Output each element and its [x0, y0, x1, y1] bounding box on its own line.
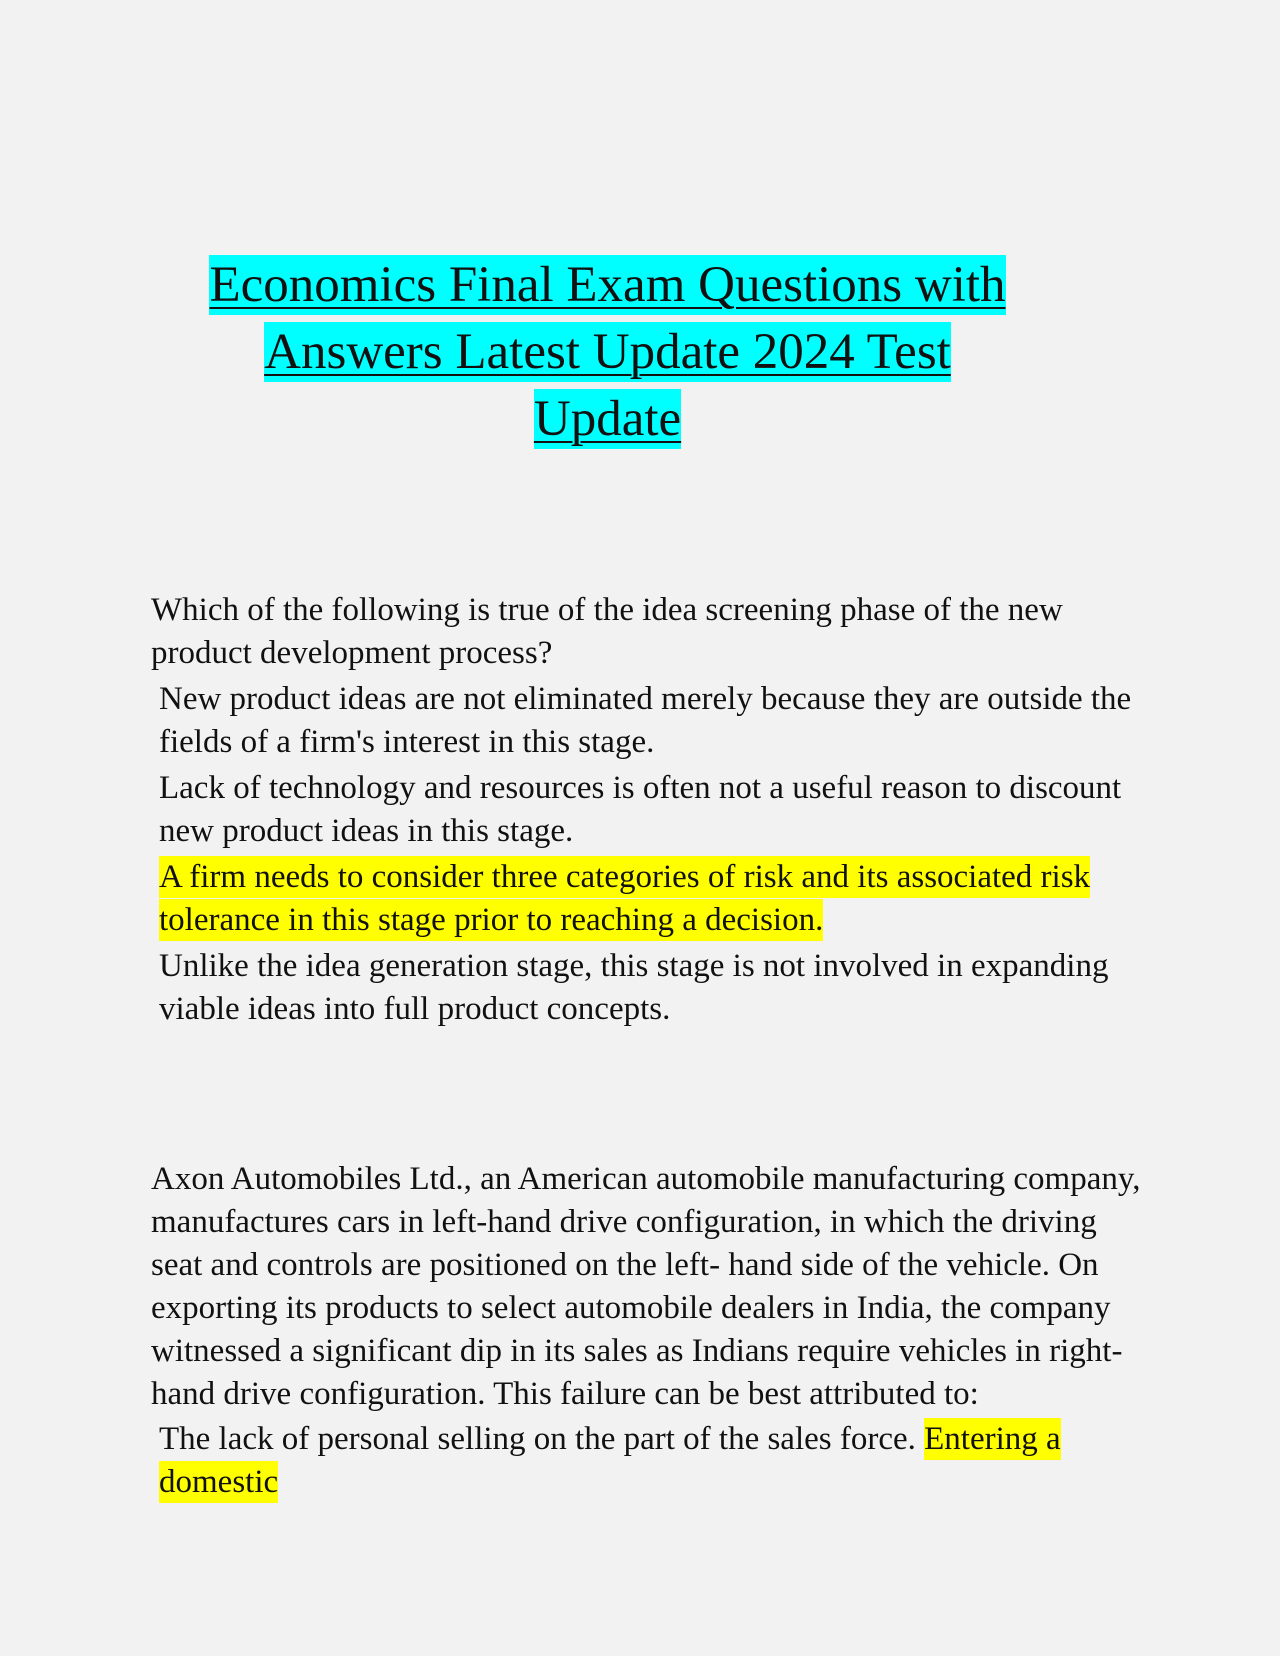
question-stem: Which of the following is true of the idea screening phase of the new product development process?: [151, 592, 1063, 671]
correct-answer-option: [159, 856, 1141, 942]
question-2: [151, 1158, 1141, 1506]
title-line: Update: [533, 391, 682, 447]
answer-option: New product ideas are not eliminated merely because they are outside the fields of a firm's interest in this stage.: [159, 681, 1132, 760]
title-line: Answers Latest Update 2024 Test: [264, 324, 951, 380]
answer-highlight: Entering a domestic: [159, 1418, 1061, 1503]
answer-option: Lack of technology and resources is often not a useful reason to discount new product ideas in this stage.: [159, 770, 1122, 849]
answer-highlight: A firm needs to consider three categories of risk and its associated risk tolerance in this stage prior to reaching a decision.: [159, 856, 1090, 941]
question-1: [151, 589, 1141, 1034]
document-title: [130, 252, 1085, 453]
answer-option: [159, 1418, 1141, 1504]
title-line: Economics Final Exam Questions with: [209, 257, 1006, 313]
question-stem: Axon Automobiles Ltd., an American automobile manufacturing company, manufactures cars in left-hand drive configuration, in which the driving seat and controls are positioned on the left- hand side of the vehicle. On exporting its products to select automobile dealers in India, the company witnessed a significant dip in its sales as Indians require vehicles in right-hand drive configuration. This failure can be best attributed to:: [151, 1161, 1141, 1412]
answer-option: Unlike the idea generation stage, this stage is not involved in expanding viable ideas into full product concepts.: [159, 948, 1109, 1027]
answer-option-text: The lack of personal selling on the part of the sales force.: [159, 1421, 916, 1457]
